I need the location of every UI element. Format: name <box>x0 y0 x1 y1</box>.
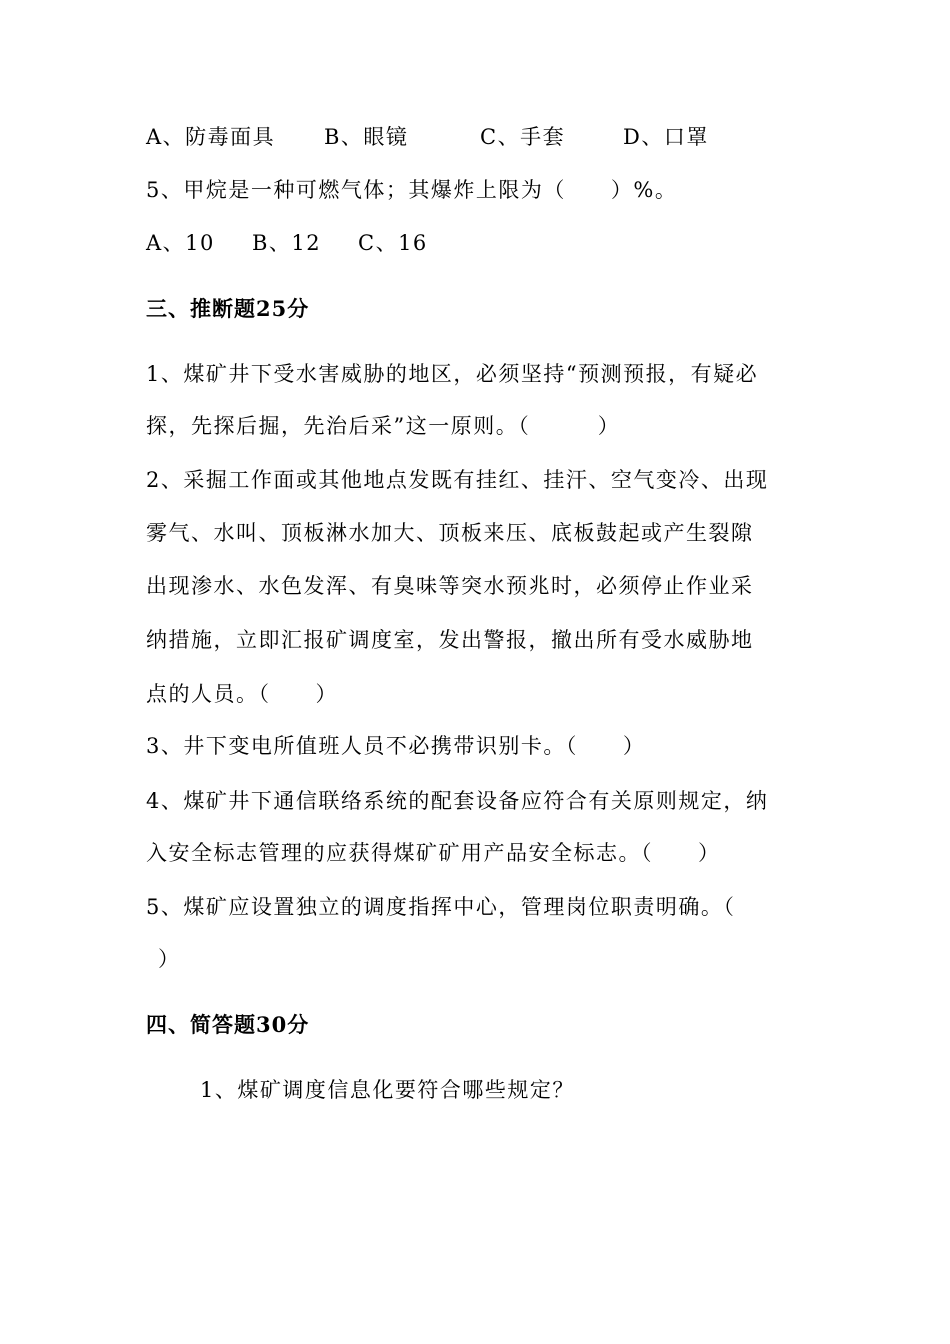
s3-line-3: 2、采掘工作面或其他地点发既有挂红、挂汗、空气变冷、出现 <box>146 468 769 492</box>
option-c: C、16 <box>358 231 428 255</box>
s3-line-10: 入安全标志管理的应获得煤矿矿用产品安全标志。（ ） <box>146 841 721 865</box>
s3-line-4: 雾气、水叫、顶板淋水加大、顶板来压、底板鼓起或产生裂隙 <box>146 521 754 545</box>
s3-line-11: 5、煤矿应设置独立的调度指挥中心，管理岗位职责明确。（ <box>146 895 736 919</box>
question-5: 5、甲烷是一种可燃气体；其爆炸上限为（ ）%。 <box>146 178 678 202</box>
q5-options <box>146 228 816 258</box>
s3-line-5: 出现渗水、水色发浑、有臭味等突水预兆时，必须停止作业采 <box>146 574 754 598</box>
option-d: D、口罩 <box>623 125 709 149</box>
s3-line-8: 3、井下变电所值班人员不必携带识别卡。（ ） <box>146 734 646 758</box>
s4-question-1: 1、煤矿调度信息化要符合哪些规定？ <box>200 1078 575 1102</box>
s3-line-12: ） <box>158 947 181 971</box>
s3-line-6: 纳措施，立即汇报矿调度室，发出警报，撤出所有受水威胁地 <box>146 628 754 652</box>
s3-line-7: 点的人员。（ ） <box>146 682 338 706</box>
q4-options <box>146 122 816 152</box>
section-3-heading: 三、推断题25分 <box>146 296 310 321</box>
section-4-heading: 四、简答题30分 <box>146 1012 310 1037</box>
s3-line-9: 4、煤矿井下通信联络系统的配套设备应符合有关原则规定，纳 <box>146 789 769 813</box>
s3-line-2: 探，先探后掘，先治后采”这一原则。（ ） <box>146 414 621 438</box>
option-b: B、眼镜 <box>324 125 409 149</box>
option-a: A、10 <box>146 231 215 255</box>
option-a: A、防毒面具 <box>146 125 276 149</box>
s3-line-1: 1、煤矿井下受水害威胁的地区，必须坚持“预测预报，有疑必 <box>146 362 759 386</box>
option-b: B、12 <box>252 231 322 255</box>
option-c: C、手套 <box>480 125 566 149</box>
